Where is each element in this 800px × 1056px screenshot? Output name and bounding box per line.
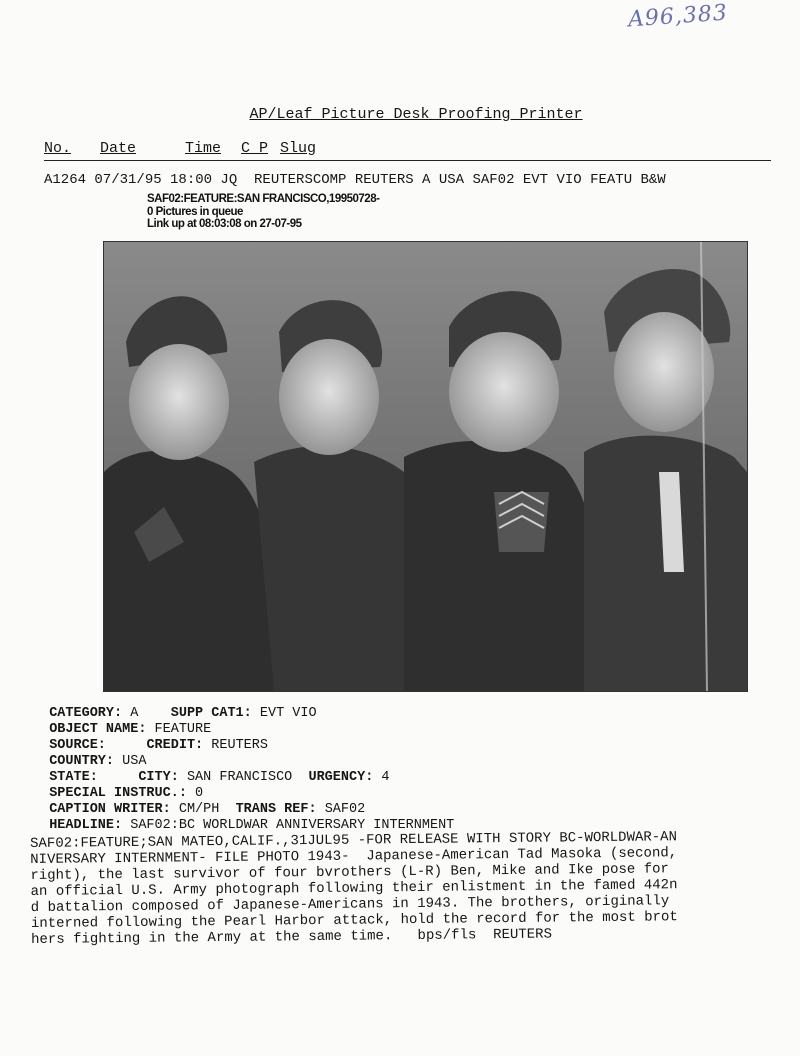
field-label: HEADLINE: — [49, 818, 123, 833]
field-value: FEATURE — [154, 722, 212, 737]
field-label: SUPP CAT1: — [170, 706, 252, 721]
caption-line: hers fighting in the Army at the same time. bps/fls REUTERS — [31, 926, 553, 948]
field-value: USA — [122, 754, 147, 769]
handwritten-note: A96,383 — [627, 0, 729, 33]
field-label: TRANS REF: — [235, 802, 317, 817]
field-value: CM/PH — [178, 802, 220, 817]
field-value: SAF02:BC WORLDWAR ANNIVERSARY INTERNMENT — [130, 818, 455, 833]
field-value: 4 — [381, 770, 390, 785]
field-label: SPECIAL INSTRUC.: — [49, 786, 187, 801]
field-value: SAF02 — [324, 802, 366, 817]
field-label: CAPTION WRITER: — [49, 802, 171, 817]
column-header-date: Date — [100, 140, 137, 157]
column-header-time: Time — [185, 140, 222, 157]
field-label: URGENCY: — [308, 770, 374, 785]
field-value: EVT VIO — [259, 706, 317, 721]
page-title: AP/Leaf Picture Desk Proofing Printer — [249, 106, 583, 123]
caption-line: SAF02:FEATURE;SAN MATEO,CALIF.,31JUL95 -FOR RELEASE WITH STORY BC-WORLDWAR-AN — [30, 829, 678, 852]
queue-link-time: Link up at 08:03:08 on 27-07-95 — [147, 218, 302, 230]
caption-line: an official U.S. Army photograph following their enlistment in the famed 442n — [30, 877, 678, 900]
caption-line: interned following the Pearl Harbor attack, hold the record for the most brot — [30, 909, 678, 932]
column-header-cp: C P — [241, 140, 269, 157]
column-header-no: No. — [44, 140, 72, 157]
entry-line: A1264 07/31/95 18:00 JQ REUTERSCOMP REUTERS A USA SAF02 EVT VIO FEATU B&W — [44, 172, 666, 188]
field-label: CREDIT: — [146, 738, 204, 753]
field-label: CATEGORY: — [49, 706, 123, 721]
field-value: SAN FRANCISCO — [186, 770, 293, 785]
field-label: COUNTRY: — [49, 754, 115, 769]
caption-line: d battalion composed of Japanese-Americans in 1943. The brothers, originally — [30, 893, 670, 916]
field-label: CITY: — [138, 770, 179, 785]
field-label: SOURCE: — [49, 738, 106, 753]
field-value: REUTERS — [211, 738, 268, 753]
queue-slug: SAF02:FEATURE:SAN FRANCISCO,19950728- — [147, 193, 380, 205]
soldier-ike — [584, 269, 747, 691]
caption-text — [30, 828, 771, 948]
field-label: OBJECT NAME: — [49, 722, 147, 737]
queue-count: 0 Pictures in queue — [147, 206, 243, 218]
field-value: A — [130, 706, 139, 721]
photograph-illustration — [104, 242, 747, 691]
field-headline — [33, 803, 454, 833]
field-value: 0 — [195, 786, 204, 801]
caption-line: NIVERSARY INTERNMENT- FILE PHOTO 1943- Japanese-American Tad Masoka (second, — [30, 845, 678, 868]
caption-line: right), the last survivor of four bvrothers (L-R) Ben, Mike and Ike pose for — [30, 861, 669, 884]
header-rule — [44, 160, 771, 161]
field-label: STATE: — [49, 770, 98, 785]
photograph — [103, 241, 748, 692]
column-header-slug: Slug — [280, 140, 317, 157]
